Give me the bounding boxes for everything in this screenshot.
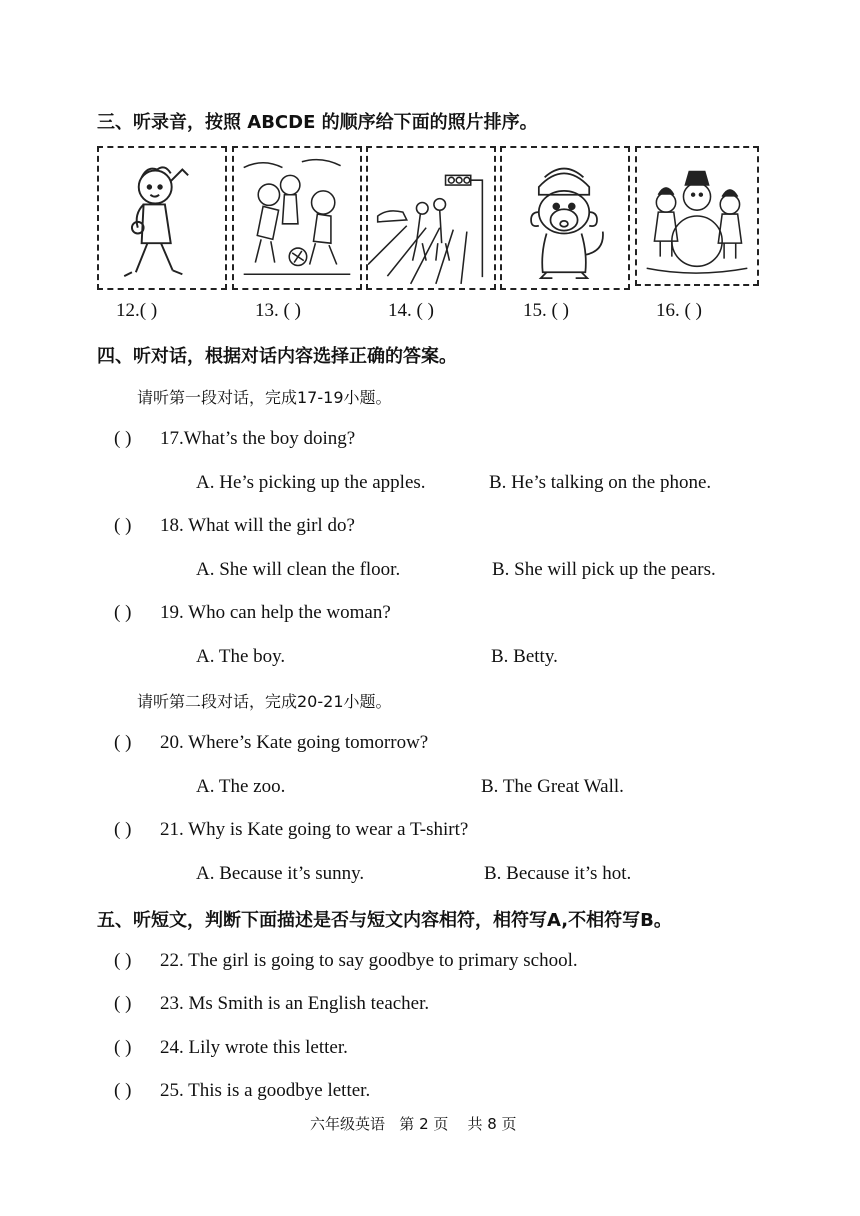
question-18-option-b: B. She will pick up the pears. bbox=[492, 559, 716, 580]
question-21-option-b: B. Because it’s hot. bbox=[484, 863, 632, 884]
question-21-answer-slot[interactable]: ( ) bbox=[114, 819, 132, 840]
question-18-option-a: A. She will clean the floor. bbox=[196, 559, 401, 580]
picture-12 bbox=[97, 146, 227, 290]
children-with-snowman-picture-icon bbox=[637, 148, 757, 284]
section-4-title: 四、听对话，根据对话内容选择正确的答案。 bbox=[97, 346, 457, 367]
statement-24-answer-slot[interactable]: ( ) bbox=[114, 1037, 132, 1058]
section-5-title: 五、听短文，判断下面描述是否与短文内容相符，相符写A,不相符写B。 bbox=[97, 910, 672, 931]
question-17-option-a: A. He’s picking up the apples. bbox=[196, 472, 426, 493]
question-21-text: 21. Why is Kate going to wear a T-shirt? bbox=[160, 819, 469, 840]
picture-14 bbox=[366, 146, 496, 290]
section-3-title: 三、听录音，按照 ABCDE 的顺序给下面的照片排序。 bbox=[97, 112, 538, 133]
picture-13 bbox=[232, 146, 362, 290]
question-19-option-b: B. Betty. bbox=[491, 646, 558, 667]
question-18-answer-slot[interactable]: ( ) bbox=[114, 515, 132, 536]
picture-13-answer-slot[interactable]: 13. ( ) bbox=[255, 300, 301, 321]
picture-16 bbox=[635, 146, 759, 286]
boy-waving-picture-icon bbox=[99, 148, 225, 288]
statement-25-answer-slot[interactable]: ( ) bbox=[114, 1080, 132, 1101]
question-18-text: 18. What will the girl do? bbox=[160, 515, 355, 536]
picture-15-answer-slot[interactable]: 15. ( ) bbox=[523, 300, 569, 321]
question-20-option-a: A. The zoo. bbox=[196, 776, 286, 797]
monkey-with-cap-picture-icon bbox=[502, 148, 628, 288]
part-1-note: 请听第一段对话，完成17-19小题。 bbox=[137, 388, 392, 407]
statement-24-text: 24. Lily wrote this letter. bbox=[160, 1037, 348, 1058]
question-20-option-b: B. The Great Wall. bbox=[481, 776, 624, 797]
crossing-street-picture-icon bbox=[368, 148, 494, 288]
children-playing-football-picture-icon bbox=[234, 148, 360, 288]
statement-25-text: 25. This is a goodbye letter. bbox=[160, 1080, 371, 1101]
question-17-answer-slot[interactable]: ( ) bbox=[114, 428, 132, 449]
page-footer: 六年级英语 第 2 页 共 8 页 bbox=[310, 1115, 517, 1133]
picture-15 bbox=[500, 146, 630, 290]
question-19-text: 19. Who can help the woman? bbox=[160, 602, 391, 623]
picture-16-answer-slot[interactable]: 16. ( ) bbox=[656, 300, 702, 321]
question-17-option-b: B. He’s talking on the phone. bbox=[489, 472, 712, 493]
statement-22-text: 22. The girl is going to say goodbye to primary school. bbox=[160, 950, 578, 971]
picture-14-answer-slot[interactable]: 14. ( ) bbox=[388, 300, 434, 321]
question-17-text: 17.What’s the boy doing? bbox=[160, 428, 356, 449]
picture-12-answer-slot[interactable]: 12.( ) bbox=[116, 300, 158, 321]
statement-22-answer-slot[interactable]: ( ) bbox=[114, 950, 132, 971]
statement-23-text: 23. Ms Smith is an English teacher. bbox=[160, 993, 430, 1014]
part-2-note: 请听第二段对话，完成20-21小题。 bbox=[137, 692, 392, 711]
question-19-answer-slot[interactable]: ( ) bbox=[114, 602, 132, 623]
question-20-text: 20. Where’s Kate going tomorrow? bbox=[160, 732, 429, 753]
question-19-option-a: A. The boy. bbox=[196, 646, 286, 667]
statement-23-answer-slot[interactable]: ( ) bbox=[114, 993, 132, 1014]
question-21-option-a: A. Because it’s sunny. bbox=[196, 863, 365, 884]
question-20-answer-slot[interactable]: ( ) bbox=[114, 732, 132, 753]
